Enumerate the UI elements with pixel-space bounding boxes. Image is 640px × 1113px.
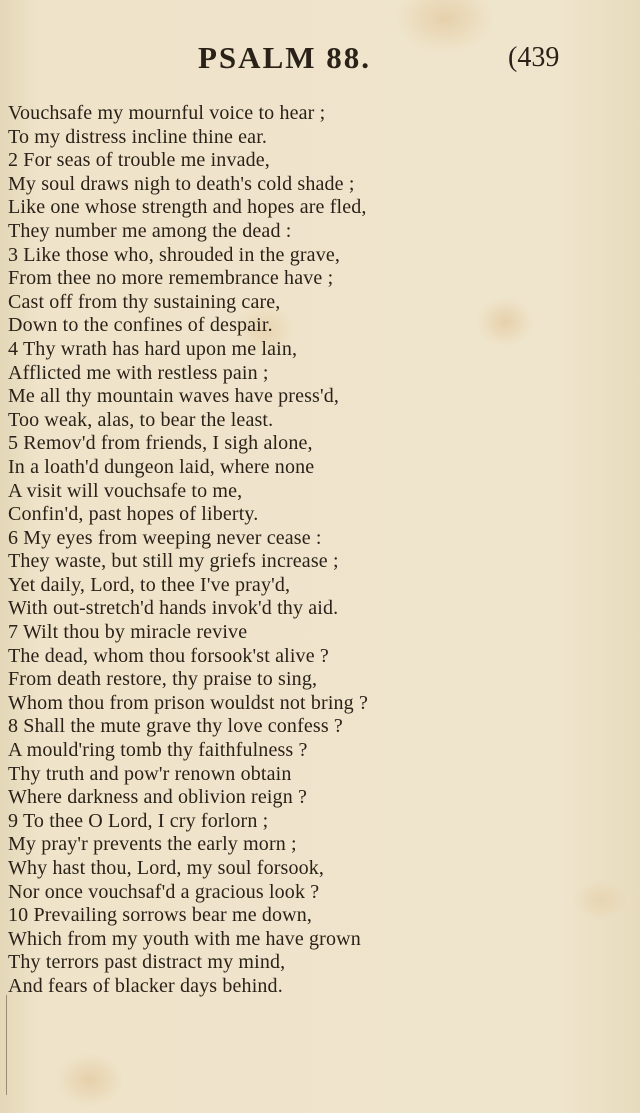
text-line: Confin'd, past hopes of liberty. [8,503,259,526]
text-line: Like one whose strength and hopes are fled, [8,196,367,219]
page-number: (439 [508,42,560,73]
page-edge-mark [6,995,7,1095]
text-line: Thy truth and pow'r renown obtain [8,762,292,785]
page-header [0,40,640,84]
text-line: From thee no more remembrance have ; [8,267,334,290]
text-line: Where darkness and oblivion reign ? [8,786,308,809]
text-line: Thy terrors past distract my mind, [8,951,286,974]
text-line: Nor once vouchsaf'd a gracious look ? [8,880,320,903]
text-line: Vouchsafe my mournful voice to hear ; [8,102,326,124]
text-line: Too weak, alas, to bear the least. [8,408,274,431]
text-line: 9 To thee O Lord, I cry forlorn ; [8,809,269,832]
text-line: They waste, but still my griefs increase ; [8,550,339,573]
text-line: The dead, whom thou forsook'st alive ? [8,644,329,667]
text-line: Why hast thou, Lord, my soul forsook, [8,857,325,879]
text-line: Down to the confines of despair. [8,314,273,337]
text-line: My pray'r prevents the early morn ; [8,833,297,856]
text-line: My soul draws nigh to death's cold shade ; [8,172,355,195]
psalm-text [8,102,633,999]
text-line: 5 Remov'd from friends, I sigh alone, [8,432,313,455]
text-line: Whom thou from prison wouldst not bring ? [8,691,369,714]
text-line: In a loath'd dungeon laid, where none [8,455,315,478]
text-line: Afflicted me with restless pain ; [8,361,269,384]
text-line: And fears of blacker days behind. [8,974,283,997]
text-line: 10 Prevailing sorrows bear me down, [8,904,313,927]
text-line: Which from my youth with me have grown [8,927,361,950]
text-line: From death restore, thy praise to sing, [8,668,318,691]
text-line: A visit will vouchsafe to me, [8,479,243,502]
text-line: 7 Wilt thou by miracle revive [8,621,248,644]
text-line: They number me among the dead : [8,219,292,242]
text-line: 2 For seas of trouble me invade, [8,149,270,172]
psalm-title: PSALM 88. [198,40,371,75]
text-line: With out-stretch'd hands invok'd thy aid. [8,597,339,620]
text-line: A mould'ring tomb thy faithfulness ? [8,739,308,762]
text-line: 6 My eyes from weeping never cease : [8,526,322,549]
text-line: 4 Thy wrath has hard upon me lain, [8,337,298,360]
text-line: Me all thy mountain waves have press'd, [8,385,340,408]
text-line: To my distress incline thine ear. [8,125,268,148]
text-line: Yet daily, Lord, to thee I've pray'd, [8,573,291,596]
text-line: 8 Shall the mute grave thy love confess ? [8,715,343,738]
text-line: 3 Like those who, shrouded in the grave, [8,243,341,266]
text-line: Cast off from thy sustaining care, [8,290,281,313]
